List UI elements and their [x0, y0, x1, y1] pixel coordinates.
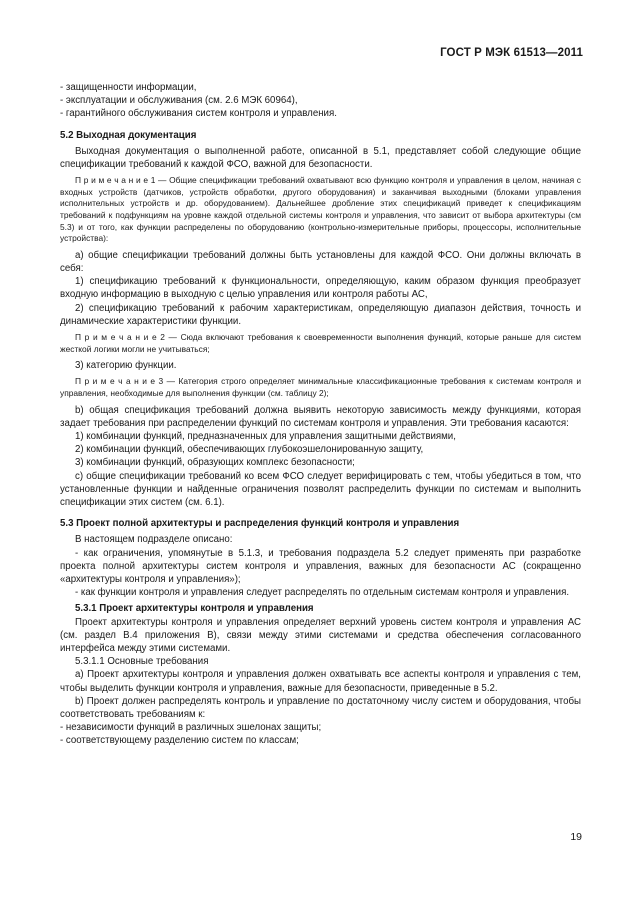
- paragraph: 3) комбинации функций, образующих комплекс безопасности;: [75, 457, 355, 469]
- list-item: - гарантийного обслуживания систем контроля и управления.: [60, 108, 337, 120]
- section-heading-5-3-1: 5.3.1 Проект архитектуры контроля и управления: [75, 603, 314, 615]
- note-2: П р и м е ч а н и е 2 — Сюда включают требования к своевременности выполнения функций, которые раньше для систем жесткой логики могли не учитываться;: [60, 332, 581, 354]
- list-item: - защищенности информации,: [60, 82, 197, 93]
- paragraph: Проект архитектуры контроля и управления определяет верхний уровень систем контроля и управления АС (см. раздел В.4 приложения В), связи между этими системами и средства обеспечения согласованного интерфейса между этими системами.: [60, 616, 581, 655]
- section-heading-5-2: 5.2 Выходная документация: [60, 129, 197, 141]
- list-item: - соответствующему разделению систем по классам;: [60, 735, 299, 747]
- list-item: - независимости функций в различных эшелонах защиты;: [60, 722, 322, 734]
- note-1: П р и м е ч а н и е 1 — Общие спецификации требований охватывают всю функцию контроля и управления в целом, начиная с входных устройств (датчиков, устройств обработки, другого оборудования) и заканчивая выходными (блоками управления исполнительных устройств и др. оборудованием). Дальнейшее дробление этих спецификаций приведет к спецификациям требований к подфункциям на уровне каждой отдельной системы контроля и управления, что зависит от выбора архитектуры (см 5.3) и от того, как функции распределены по оборудованию (контрольно-измерительные приборы, процессоры, исполнительные устройства):: [60, 175, 581, 244]
- paragraph: В настоящем подразделе описано:: [75, 534, 233, 546]
- paragraph: - как функции контроля и управления следует распределять по отдельным системам контроля и управления.: [75, 587, 570, 599]
- paragraph: b) общая спецификация требований должна выявить некоторую зависимость между функциями, которая задает требования при распределении функций по системам контроля и управления. Эти требования касаются:: [60, 404, 581, 429]
- paragraph: c) общие спецификации требований ко всем ФСО следует верифицировать с тем, чтобы убедиться в том, что установленные функции и найденные ограничения позволят распределить функции по системам и выполнить спецификации этих систем (см. 6.1).: [60, 470, 581, 508]
- paragraph: 3) категорию функции.: [75, 360, 177, 372]
- list-item: - эксплуатации и обслуживания (см. 2.6 МЭК 60964),: [60, 95, 298, 107]
- note-3: П р и м е ч а н и е 3 — Категория строго определяет минимальные классификационные требования к системам контроля и управления, необходимые для выполнения функции (см. таблицу 2);: [60, 376, 581, 398]
- paragraph: 2) комбинации функций, обеспечивающих глубокоэшелонированную защиту,: [75, 444, 424, 456]
- paragraph: 1) спецификацию требований к функциональности, определяющую, каким образом функция преобразует входную информацию в выходную с целью управления или контроля работы АС,: [60, 276, 581, 301]
- paragraph: 1) комбинации функций, предназначенных для управления защитными действиями,: [75, 430, 456, 442]
- page-number: 19: [570, 831, 582, 843]
- paragraph: Выходная документация о выполненной работе, описанной в 5.1, представляет собой следующие общие спецификации требований к каждой ФСО, важной для безопасности.: [60, 145, 581, 171]
- paragraph: b) Проект должен распределять контроль и управление по достаточному числу систем и оборудования, чтобы соответствовать требованиям к:: [60, 695, 581, 721]
- paragraph: a) общие спецификации требований должны быть установлены для каждой ФСО. Они должны включать в себя:: [60, 249, 581, 274]
- paragraph: - как ограничения, упомянутые в 5.1.3, и требования подраздела 5.2 следует применять при разработке проекта полной архитектуры систем контроля и управления, важных для безопасности АС (сокращенно «архитектуры контроля и управления»);: [60, 547, 581, 586]
- document-body: [60, 81, 581, 748]
- document-header: ГОСТ Р МЭК 61513—2011: [440, 47, 583, 59]
- paragraph: 5.3.1.1 Основные требования: [75, 656, 209, 668]
- paragraph: 2) спецификацию требований к рабочим характеристикам, определяющую диапазон действия, точность и динамические характеристики функции.: [60, 302, 581, 327]
- section-heading-5-3: 5.3 Проект полной архитектуры и распределения функций контроля и управления: [60, 518, 460, 530]
- paragraph: a) Проект архитектуры контроля и управления должен охватывать все аспекты контроля и управления с тем, чтобы выделить функции контроля и управления, важные для безопасности, приведенные в 5.2.: [60, 669, 581, 694]
